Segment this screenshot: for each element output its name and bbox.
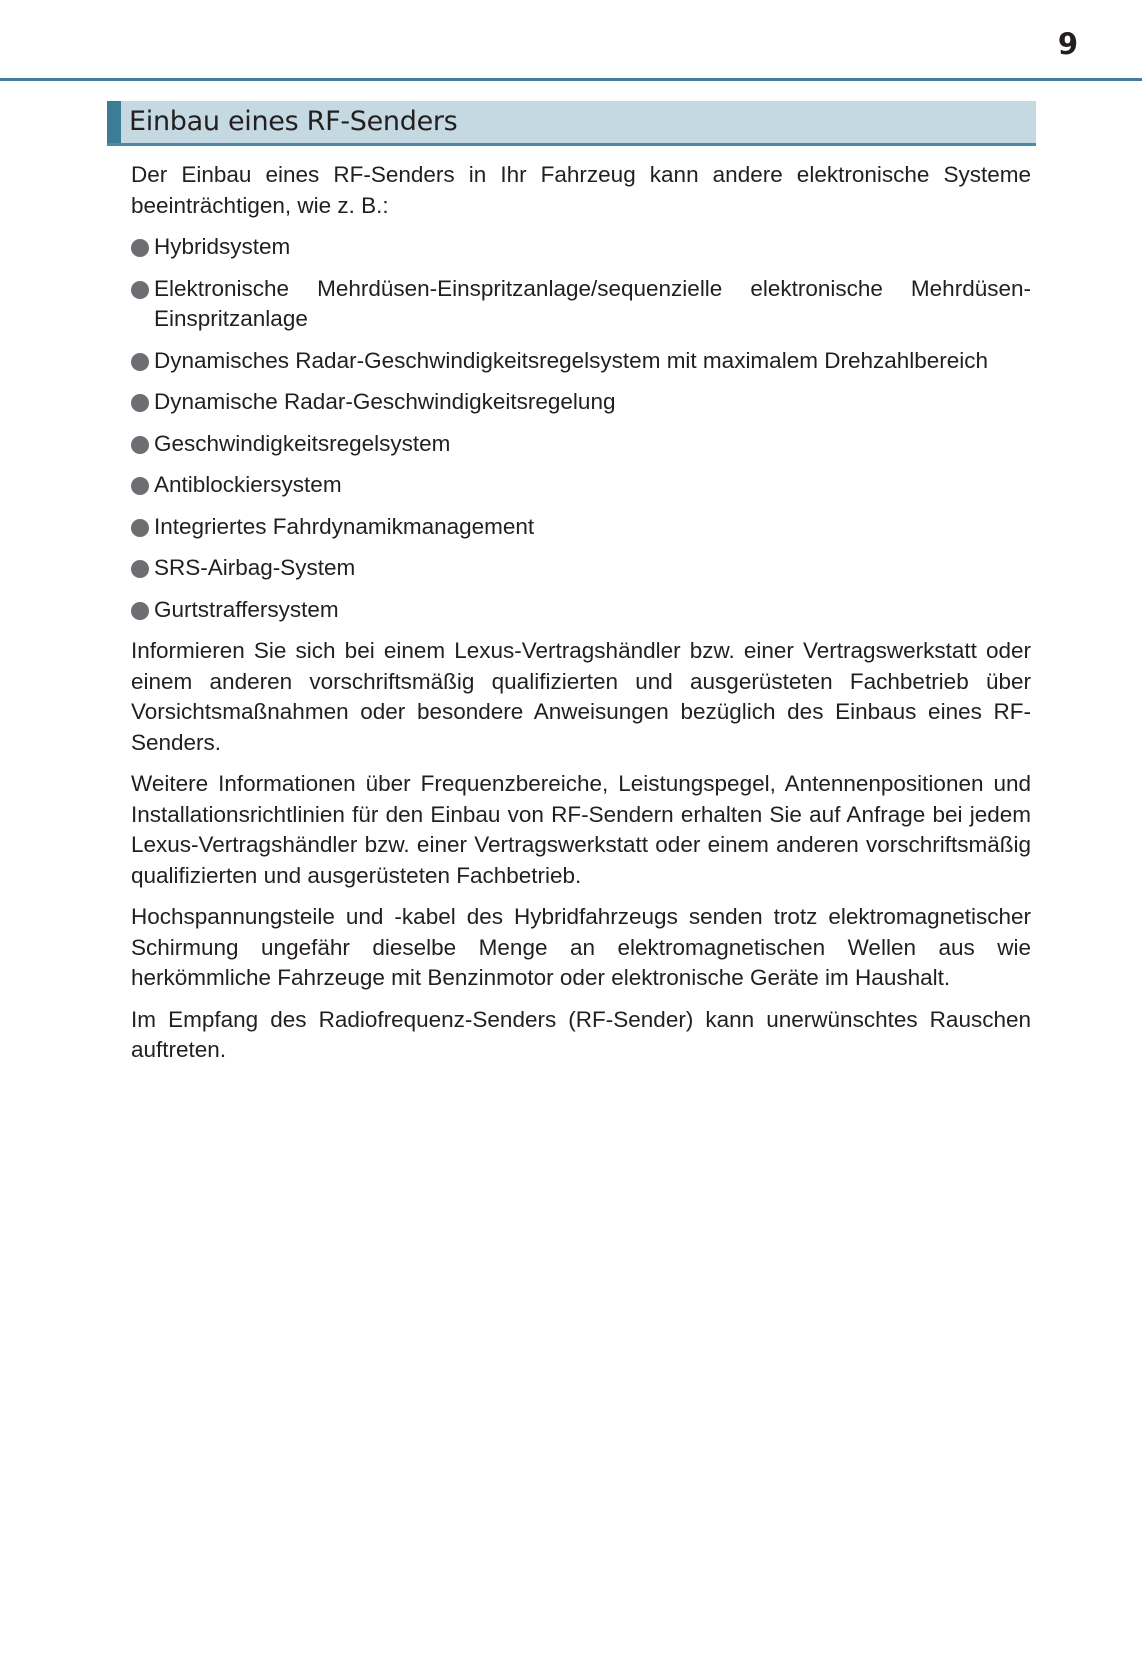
list-item bbox=[131, 512, 1031, 543]
list-item-text: Gurtstraffersystem bbox=[154, 596, 339, 622]
bullet-dot-icon bbox=[131, 477, 149, 495]
list-item bbox=[131, 232, 1031, 263]
list-item-text: Antiblockiersystem bbox=[154, 472, 342, 497]
intro-paragraph: Der Einbau eines RF-Senders in Ihr Fahrzeug kann andere elektronische Systeme beeinträchtigen, wie z. B.: bbox=[131, 162, 1031, 218]
list-item-text: Geschwindigkeitsregelsystem bbox=[154, 430, 451, 456]
systems-list bbox=[131, 232, 1031, 625]
page-content bbox=[131, 160, 1031, 1077]
list-item bbox=[131, 346, 1031, 377]
bullet-dot-icon bbox=[131, 602, 149, 620]
bullet-dot-icon bbox=[131, 436, 149, 454]
bullet-dot-icon bbox=[131, 239, 149, 257]
section-accent-bar bbox=[107, 101, 121, 143]
bullet-dot-icon bbox=[131, 560, 149, 578]
section-header bbox=[107, 101, 1036, 146]
list-item bbox=[131, 595, 1031, 626]
noise-paragraph: Im Empfang des Radiofrequenz-Senders (RF-Sender) kann unerwünschtes Rauschen auftreten. bbox=[131, 1006, 1031, 1062]
list-item-text: Integriertes Fahrdynamikmanagement bbox=[154, 513, 535, 539]
dealer-info-paragraph: Informieren Sie sich bei einem Lexus-Vertragshändler bzw. einer Vertragswerkstatt oder einem anderen vorschriftsmäßig qualifizierten und ausgerüsteten Fachbetrieb über Vorsichtsmaßnahmen oder besondere Anweisungen bezüglich des Einbaus eines RF-Senders. bbox=[131, 638, 1031, 755]
bullet-dot-icon bbox=[131, 394, 149, 412]
header-rule bbox=[0, 78, 1142, 81]
list-item-text: Dynamische Radar-Geschwindigkeitsregelung bbox=[154, 389, 616, 414]
list-item bbox=[131, 274, 1031, 335]
bullet-dot-icon bbox=[131, 281, 149, 299]
list-item-text: Elektronische Mehrdüsen-Einspritzanlage/sequenzielle elektronische Mehrdüsen-Einspritzanlage bbox=[154, 275, 1031, 331]
list-item bbox=[131, 470, 1031, 501]
list-item-text: SRS-Airbag-System bbox=[154, 555, 356, 580]
list-item bbox=[131, 429, 1031, 460]
list-item-text: Hybridsystem bbox=[154, 234, 291, 259]
bullet-dot-icon bbox=[131, 519, 149, 537]
list-item bbox=[131, 387, 1031, 418]
frequency-info-paragraph: Weitere Informationen über Frequenzbereiche, Leistungspegel, Antennenpositionen und Installationsrichtlinien für den Einbau von RF-Sendern erhalten Sie auf Anfrage bei jedem Lexus-Vertragshändler bzw. einer Vertragswerkstatt oder einem anderen vorschriftsmäßig qualifizierten und ausgerüsteten Fachbetrieb. bbox=[131, 771, 1031, 888]
bullet-dot-icon bbox=[131, 353, 149, 371]
high-voltage-paragraph: Hochspannungsteile und -kabel des Hybridfahrzeugs senden trotz elektromagnetischer Schirmung ungefähr dieselbe Menge an elektromagnetischen Wellen aus wie herkömmliche Fahrzeuge mit Benzinmotor oder elektronische Geräte im Haushalt. bbox=[131, 904, 1031, 990]
page-number: 9 bbox=[1057, 27, 1078, 61]
list-item-text: Dynamisches Radar-Geschwindigkeitsregelsystem mit maximalem Drehzahlbereich bbox=[154, 347, 989, 373]
list-item bbox=[131, 553, 1031, 584]
section-title: Einbau eines RF-Senders bbox=[129, 106, 458, 137]
